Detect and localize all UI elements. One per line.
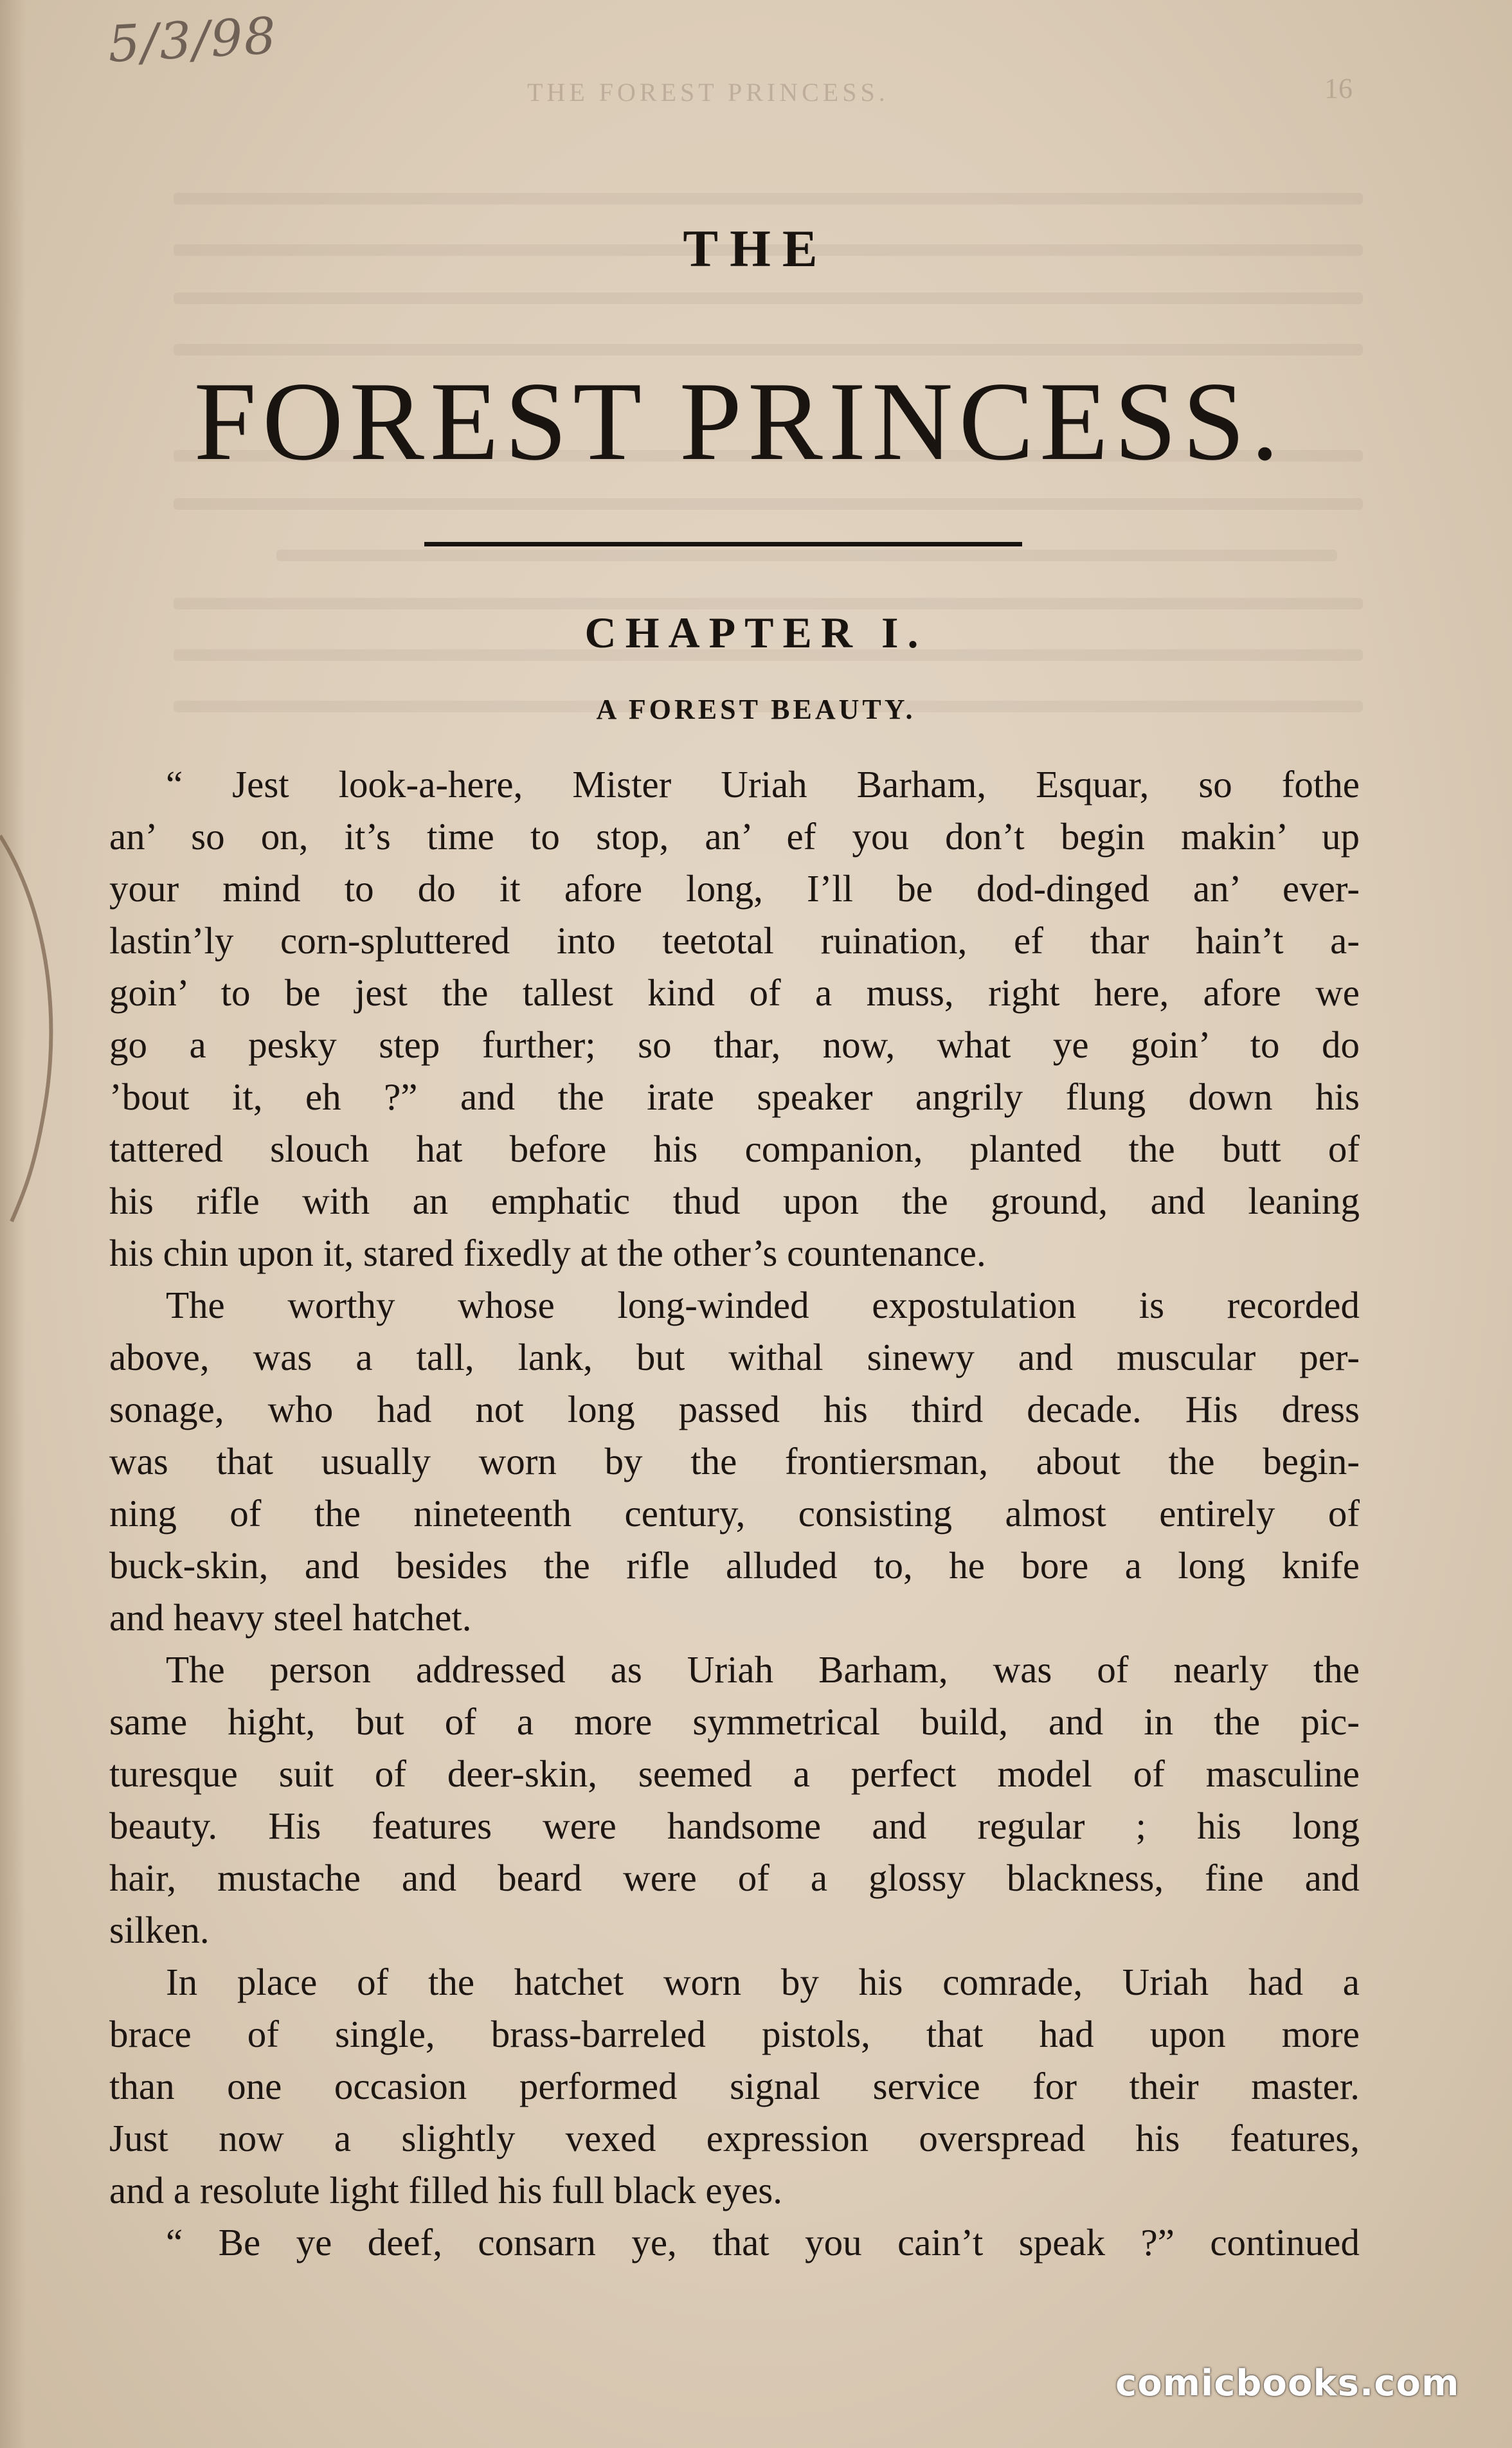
handwritten-date-note: 5/3/98 (106, 7, 279, 74)
text-line: ’bout it, eh ?” and the irate speaker angrily flung down his (109, 1076, 1360, 1118)
text-line: silken. (109, 1909, 210, 1951)
text-line: and a resolute light filled his full black eyes. (109, 2169, 782, 2211)
text-line: his rifle with an emphatic thud upon the ground, and leaning (109, 1180, 1360, 1222)
text-line: buck-skin, and besides the rifle alluded to, he bore a long knife (109, 1544, 1360, 1587)
text-line: hair, mustache and beard were of a glossy blackness, fine and (109, 1857, 1360, 1899)
binding-string (0, 829, 77, 1228)
text-line: goin’ to be jest the tallest kind of a muss, right here, afore we (109, 971, 1360, 1014)
text-line: The worthy whose long-winded expostulation is recorded (166, 1284, 1360, 1326)
text-line: sonage, who had not long passed his third decade. His dress (109, 1388, 1360, 1430)
bleed-through-page-number: 16 (1324, 73, 1353, 104)
watermark: comicbooks.com (1115, 2362, 1460, 2404)
text-line: above, was a tall, lank, but withal sinewy and muscular per- (109, 1336, 1360, 1378)
text-line: your mind to do it afore long, I’ll be dod-dinged an’ ever- (109, 867, 1360, 910)
bleed-through-running-header: THE FOREST PRINCESS. (527, 78, 889, 107)
chapter-subtitle: A FOREST BEAUTY. (596, 694, 916, 725)
text-line: lastin’ly corn-spluttered into teetotal ruination, ef thar hain’t a- (109, 919, 1360, 962)
text-line: In place of the hatchet worn by his comrade, Uriah had a (166, 1961, 1360, 2003)
text-line: same hight, but of a more symmetrical build, and in the pic- (109, 1700, 1360, 1743)
text-line: turesque suit of deer-skin, seemed a perfect model of masculine (109, 1752, 1360, 1795)
text-line: Just now a slightly vexed expression overspread his features, (109, 2117, 1360, 2159)
text-line: his chin upon it, stared fixedly at the other’s countenance. (109, 1232, 986, 1274)
text-line: “ Be ye deef, consarn ye, that you cain’t speak ?” continued (166, 2221, 1360, 2264)
text-line: The person addressed as Uriah Barham, was of nearly the (166, 1648, 1360, 1691)
title-the: THE (683, 219, 829, 278)
text-line: beauty. His features were handsome and regular ; his long (109, 1805, 1360, 1847)
text-line: brace of single, brass-barreled pistols, that had upon more (109, 2013, 1360, 2055)
text-line: ning of the nineteenth century, consisting almost entirely of (109, 1492, 1360, 1534)
text-line: an’ so on, it’s time to stop, an’ ef you don’t begin makin’ up (109, 815, 1360, 858)
text-line: and heavy steel hatchet. (109, 1596, 472, 1639)
chapter-heading: CHAPTER I. (584, 608, 928, 657)
text-line: tattered slouch hat before his companion, planted the butt of (109, 1128, 1360, 1170)
text-line: was that usually worn by the frontiersman, about the begin- (109, 1440, 1360, 1482)
text-line: go a pesky step further; so thar, now, what ye goin’ to do (109, 1023, 1360, 1066)
text-line: “ Jest look-a-here, Mister Uriah Barham, Esquar, so fothe (166, 763, 1360, 806)
title-divider (424, 542, 1022, 546)
body-text (109, 759, 1360, 2269)
book-title: FOREST PRINCESS. (194, 359, 1285, 483)
text-line: than one occasion performed signal service for their master. (109, 2065, 1360, 2107)
